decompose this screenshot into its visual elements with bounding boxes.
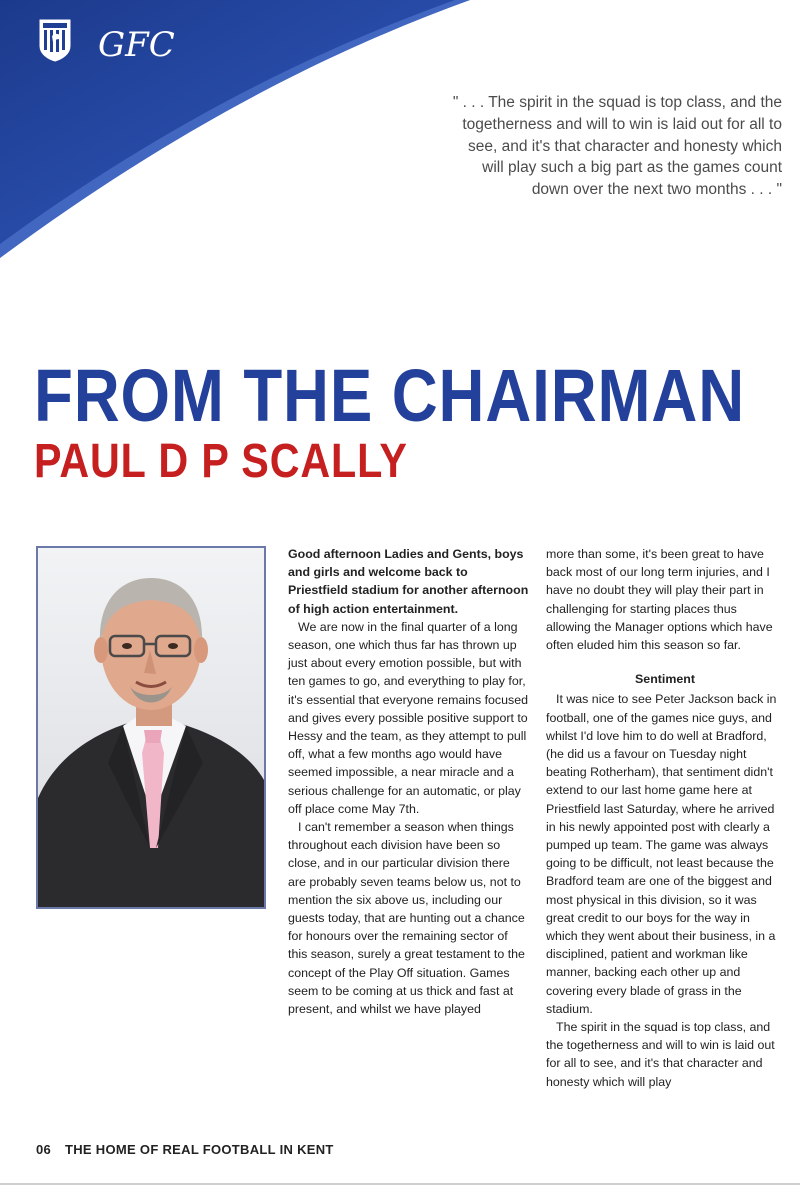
article-column-2 bbox=[546, 545, 784, 1091]
footer-tagline: THE HOME OF REAL FOOTBALL IN KENT bbox=[64, 1142, 334, 1157]
page-number: 06 bbox=[36, 1142, 52, 1157]
chairman-portrait-image bbox=[38, 548, 266, 909]
article-paragraph: It was nice to see Peter Jackson back in football, one of the games nice guys, and whilst I'd love him to do well at Bradford, (he did us a favour on Tuesday night beating Rotherham), that sentiment didn't extend to our last home game here at Priestfield last Saturday, where he arrived in his newly appointed post with clearly a pumped up team. The game was always going to be difficult, not least because the Bradford team are one of the biggest and most physical in this division, so it was great credit to our boys for the way in which they went about their business, in a disciplined, patient and workman like manner, backing each other up and covering every blade of grass in the stadium. bbox=[546, 692, 777, 1016]
article-column-1 bbox=[288, 545, 530, 1018]
club-crest-icon bbox=[38, 18, 72, 62]
gfc-logo bbox=[96, 22, 176, 66]
article-paragraph: We are now in the final quarter of a long season, one which thus far has thrown up just about every emotion possible, but with ten games to go, and everything to play for, it's essential that everyone remains focused and gives every possible positive support to Hessy and the team, as they attempt to pull off, what a few months ago would have seemed impossible, a near miracle and a serious challenge for an automatic, or play off place come May 7th. bbox=[288, 619, 528, 816]
chairman-photo bbox=[36, 546, 266, 909]
chairman-name: PAUL D P SCALLY bbox=[34, 435, 408, 488]
pull-quote: " . . . The spirit in the squad is top class, and the togetherness and will to win is laid out for all to see, and it's that character and honesty which will play such a big part as the games count down over the next two months . . . " bbox=[452, 94, 782, 199]
article-paragraph: more than some, it's been great to have back most of our long term injuries, and I have no doubt they will play their part in challenging for starting places thus allowing the Manager options which have often eluded him this season so far. bbox=[546, 547, 773, 653]
article-intro: Good afternoon Ladies and Gents, boys and girls and welcome back to Priestfield stadium for another afternoon of high action entertainment. bbox=[288, 547, 529, 616]
page-title: FROM THE CHAIRMAN bbox=[34, 354, 746, 437]
section-heading: Sentiment bbox=[635, 672, 695, 687]
gfc-logo-text: GFC bbox=[98, 25, 175, 65]
article-paragraph: The spirit in the squad is top class, and the togetherness and will to win is laid out for all to see, and it's that character and honesty which will play bbox=[546, 1020, 775, 1089]
article-paragraph: I can't remember a season when things throughout each division have been so close, and in our particular division there are probably seven teams below us, not to mention the six above us, including our guests today, that are hunting out a chance for honours over the remaining sector of this season, surely a great testament to the concept of the Play Off situation. Games seem to be coming at us thick and fast at present, and whilst we have played bbox=[288, 820, 525, 1017]
footer-divider bbox=[0, 1183, 800, 1185]
page-footer bbox=[36, 1142, 334, 1157]
